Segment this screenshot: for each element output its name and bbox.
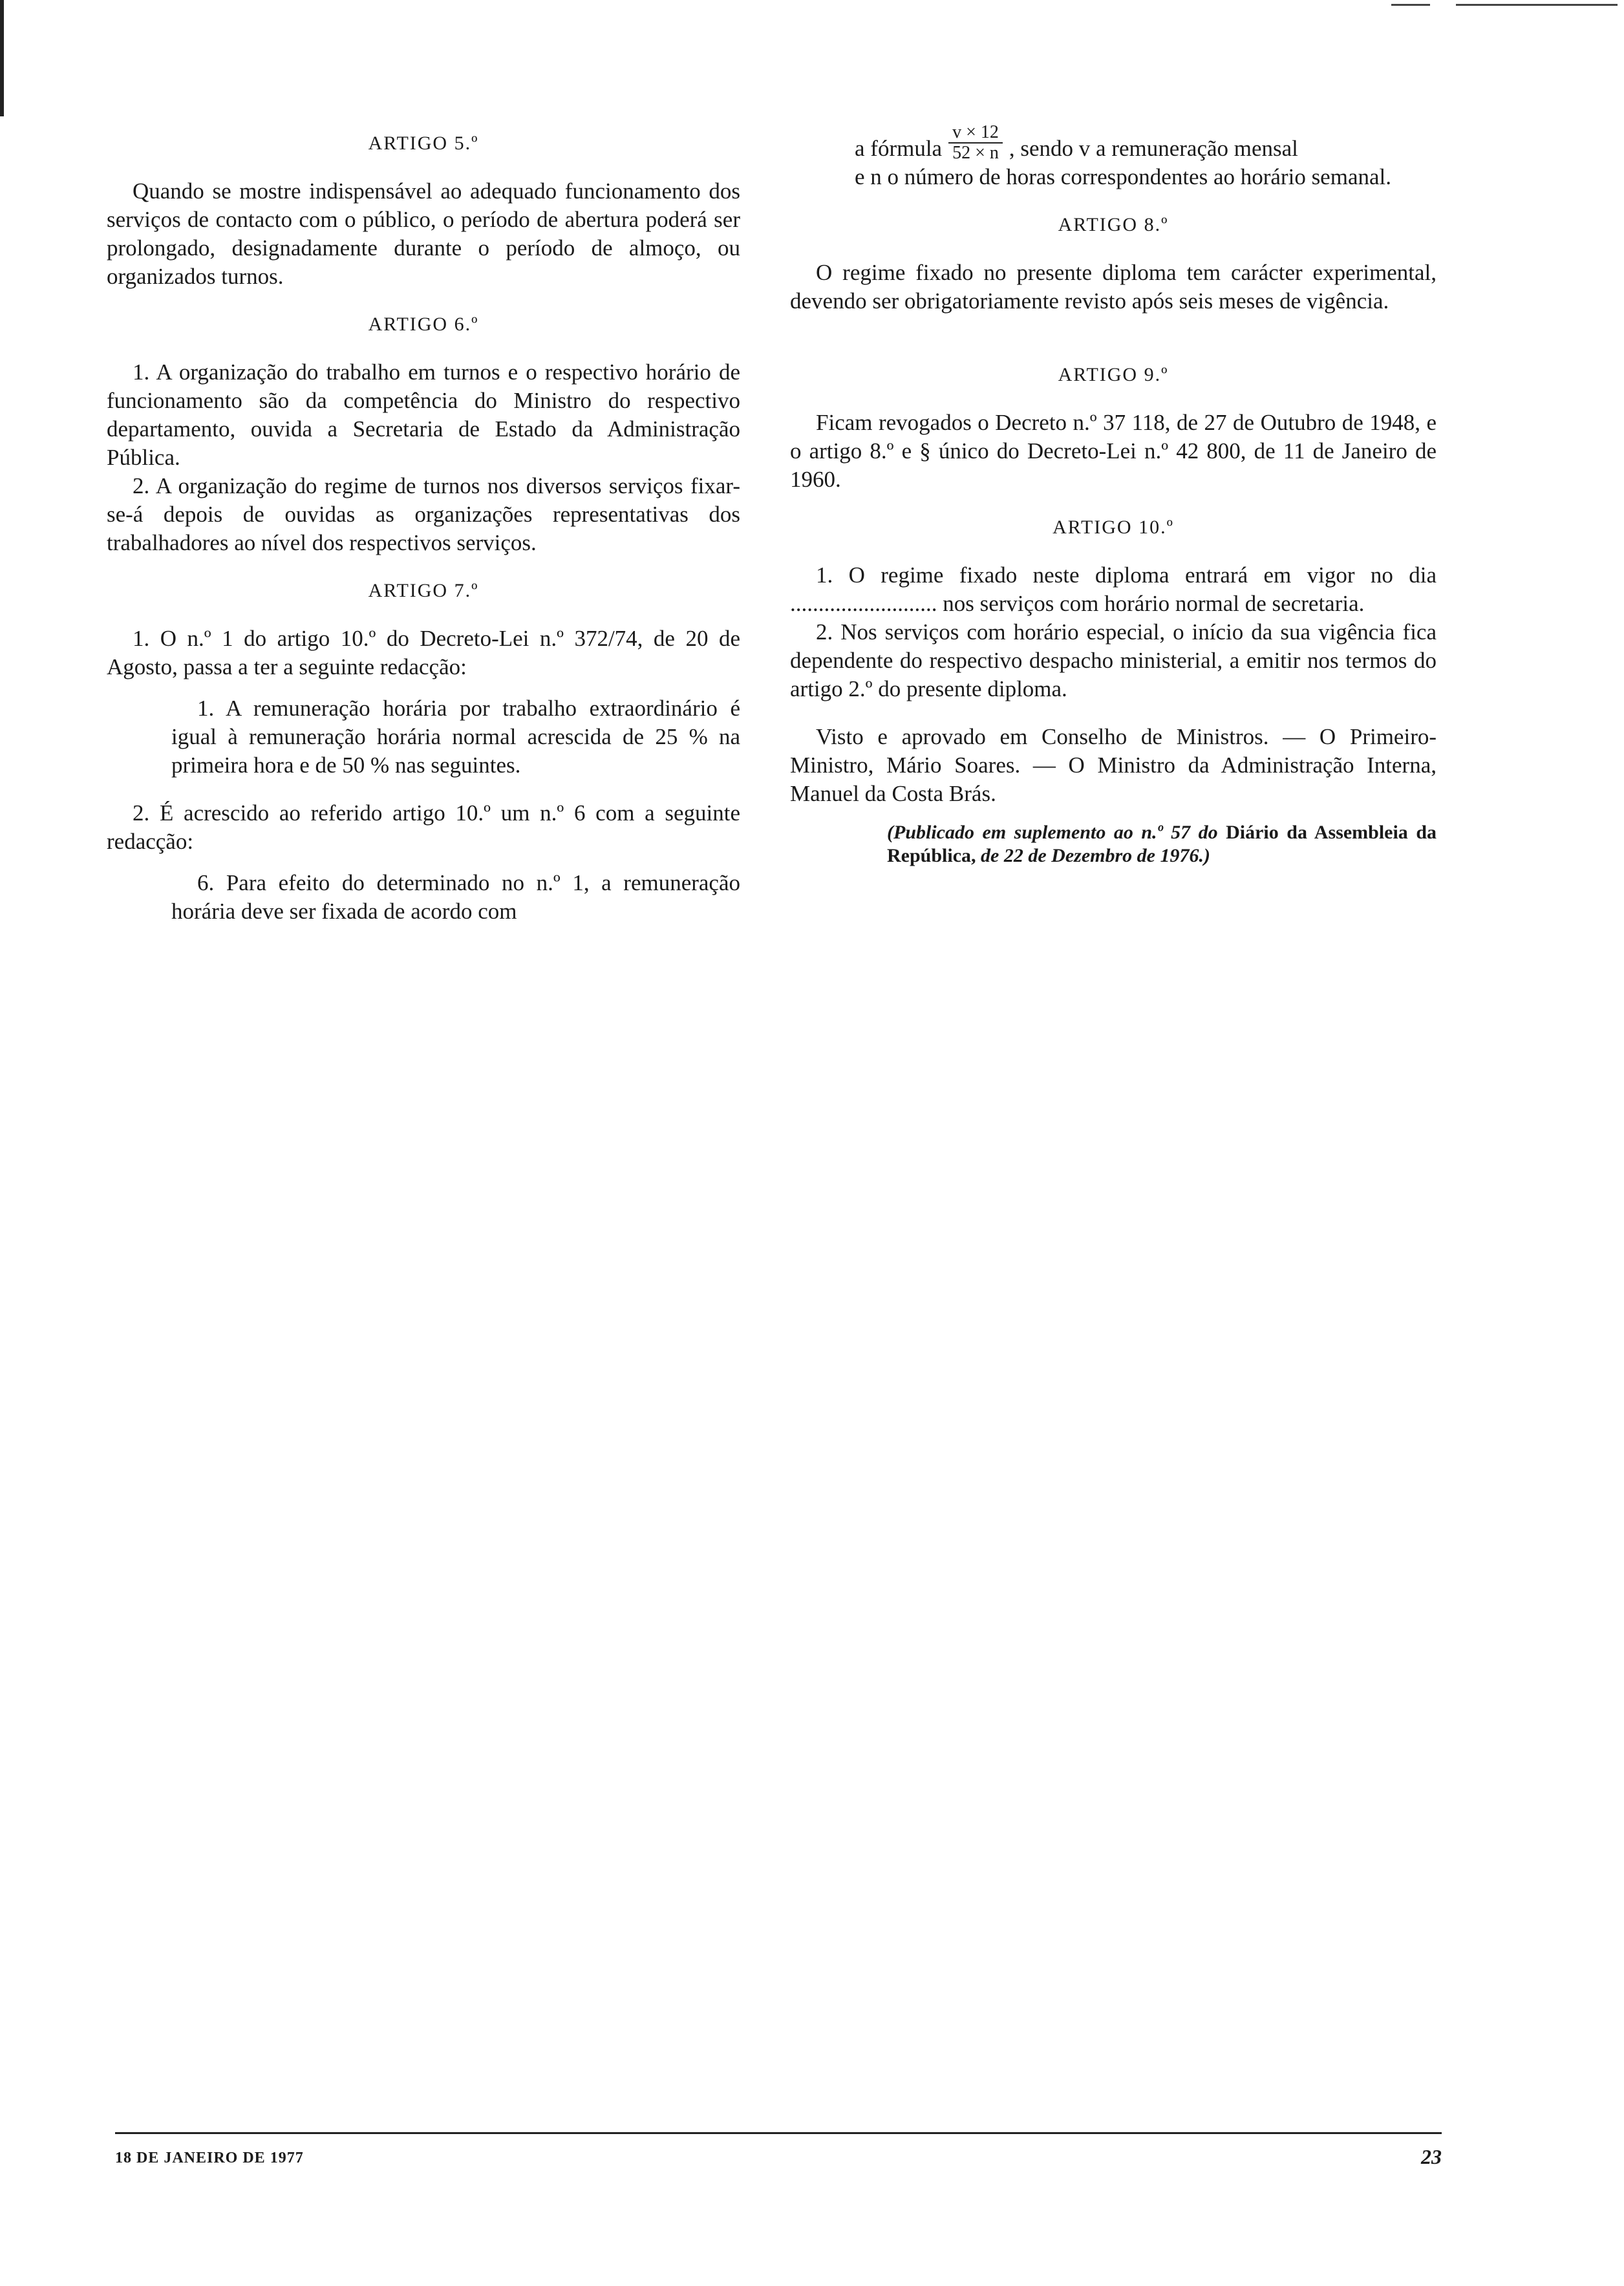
article-7-quote-2 [171,869,740,926]
publication-note-part-3: de 22 de Dezembro de 1976.) [981,845,1210,866]
quote-text: 1. A remuneração horária por trabalho extraordinário é igual à remuneração horária normal acrescida de 25 % na primeira hora e de 50 % nas seguintes. [171,696,740,778]
footer-divider [115,2132,1442,2134]
article-9 [790,361,1437,494]
article-6-heading: ARTIGO 6.º [368,314,479,335]
article-9-paragraph: Ficam revogados o Decreto n.º 37 118, de 27 de Outubro de 1948, e o artigo 8.º e § único do Decreto-Lei n.º 42 800, de 11 de Janeiro de 1960. [790,410,1437,492]
article-10-paragraph-1: 1. O regime fixado neste diploma entrará em vigor no dia .......................... nos serviços com horário normal de secretaria. [790,562,1437,616]
publication-note [887,821,1437,868]
article-6-paragraph-2: 2. A organização do regime de turnos nos diversos serviços fixar-se-á depois de ouvidas as organizações representativas dos trabalhadores ao nível dos respectivos serviços. [107,473,740,555]
article-8-heading: ARTIGO 8.º [1058,214,1169,235]
article-5-paragraph: Quando se mostre indispensável ao adequado funcionamento dos serviços de contacto com o público, o período de abertura poderá ser prolongado, designadamente durante o período de almoço, ou organizados turnos. [107,178,740,289]
article-5-heading: ARTIGO 5.º [368,133,479,154]
article-7-quote-1 [171,694,740,780]
right-column [790,122,1437,868]
quote-text: 6. Para efeito do determinado no n.º 1, a remuneração horária deve ser fixada de acordo com [171,870,740,924]
article-10-paragraph-2: 2. Nos serviços com horário especial, o início da sua vigência fica dependente do respectivo despacho ministerial, a emitir nos termos do artigo 2.º do presente diploma. [790,619,1437,701]
article-8 [790,211,1437,315]
formula-block [790,123,1437,191]
article-10-heading: ARTIGO 10.º [1052,517,1174,538]
formula-continuation: e n o número de horas correspondentes ao horário semanal. [855,164,1391,189]
footer-date: 18 DE JANEIRO DE 1977 [115,2150,304,2166]
formula-denominator: 52 × n [952,143,999,163]
article-6-paragraph-1: 1. A organização do trabalho em turnos e o respectivo horário de funcionamento são da competência do Ministro do respectivo departamento, ouvida a Secretaria de Estado da Administração Pública. [107,359,740,470]
article-7-paragraph-1: 1. O n.º 1 do artigo 10.º do Decreto-Lei n.º 372/74, de 20 de Agosto, passa a ter a seguinte redacção: [107,626,740,679]
formula-suffix: , sendo v a remuneração mensal [1009,136,1298,161]
article-7-heading: ARTIGO 7.º [368,580,479,601]
formula-numerator: v × 12 [948,123,1003,144]
article-6 [107,310,740,557]
article-8-paragraph: O regime fixado no presente diploma tem carácter experimental, devendo ser obrigatoriamente revisto após seis meses de vigência. [790,260,1437,314]
formula-prefix: a fórmula [855,136,943,161]
scan-edge-mark [0,0,4,116]
left-column [107,129,740,945]
article-7-paragraph-2: 2. É acrescido ao referido artigo 10.º um n.º 6 com a seguinte redacção: [107,800,740,854]
article-7 [107,577,740,926]
article-10 [790,513,1437,808]
publication-note-part-2: Diário da Assembleia da República, [887,822,1437,866]
formula-line [790,123,1437,163]
scan-edge-mark [1456,4,1618,6]
formula-fraction [948,123,1003,163]
scan-edge-mark [1391,4,1430,6]
publication-note-part-1: (Publicado em suplemento ao n.º 57 do [887,822,1218,843]
approval-paragraph: Visto e aprovado em Conselho de Ministros. — O Primeiro-Ministro, Mário Soares. — O Ministro da Administração Interna, Manuel da Costa Brás. [790,724,1437,806]
article-9-heading: ARTIGO 9.º [1058,364,1169,385]
page-number: 23 [1421,2145,1442,2168]
article-5 [107,129,740,291]
